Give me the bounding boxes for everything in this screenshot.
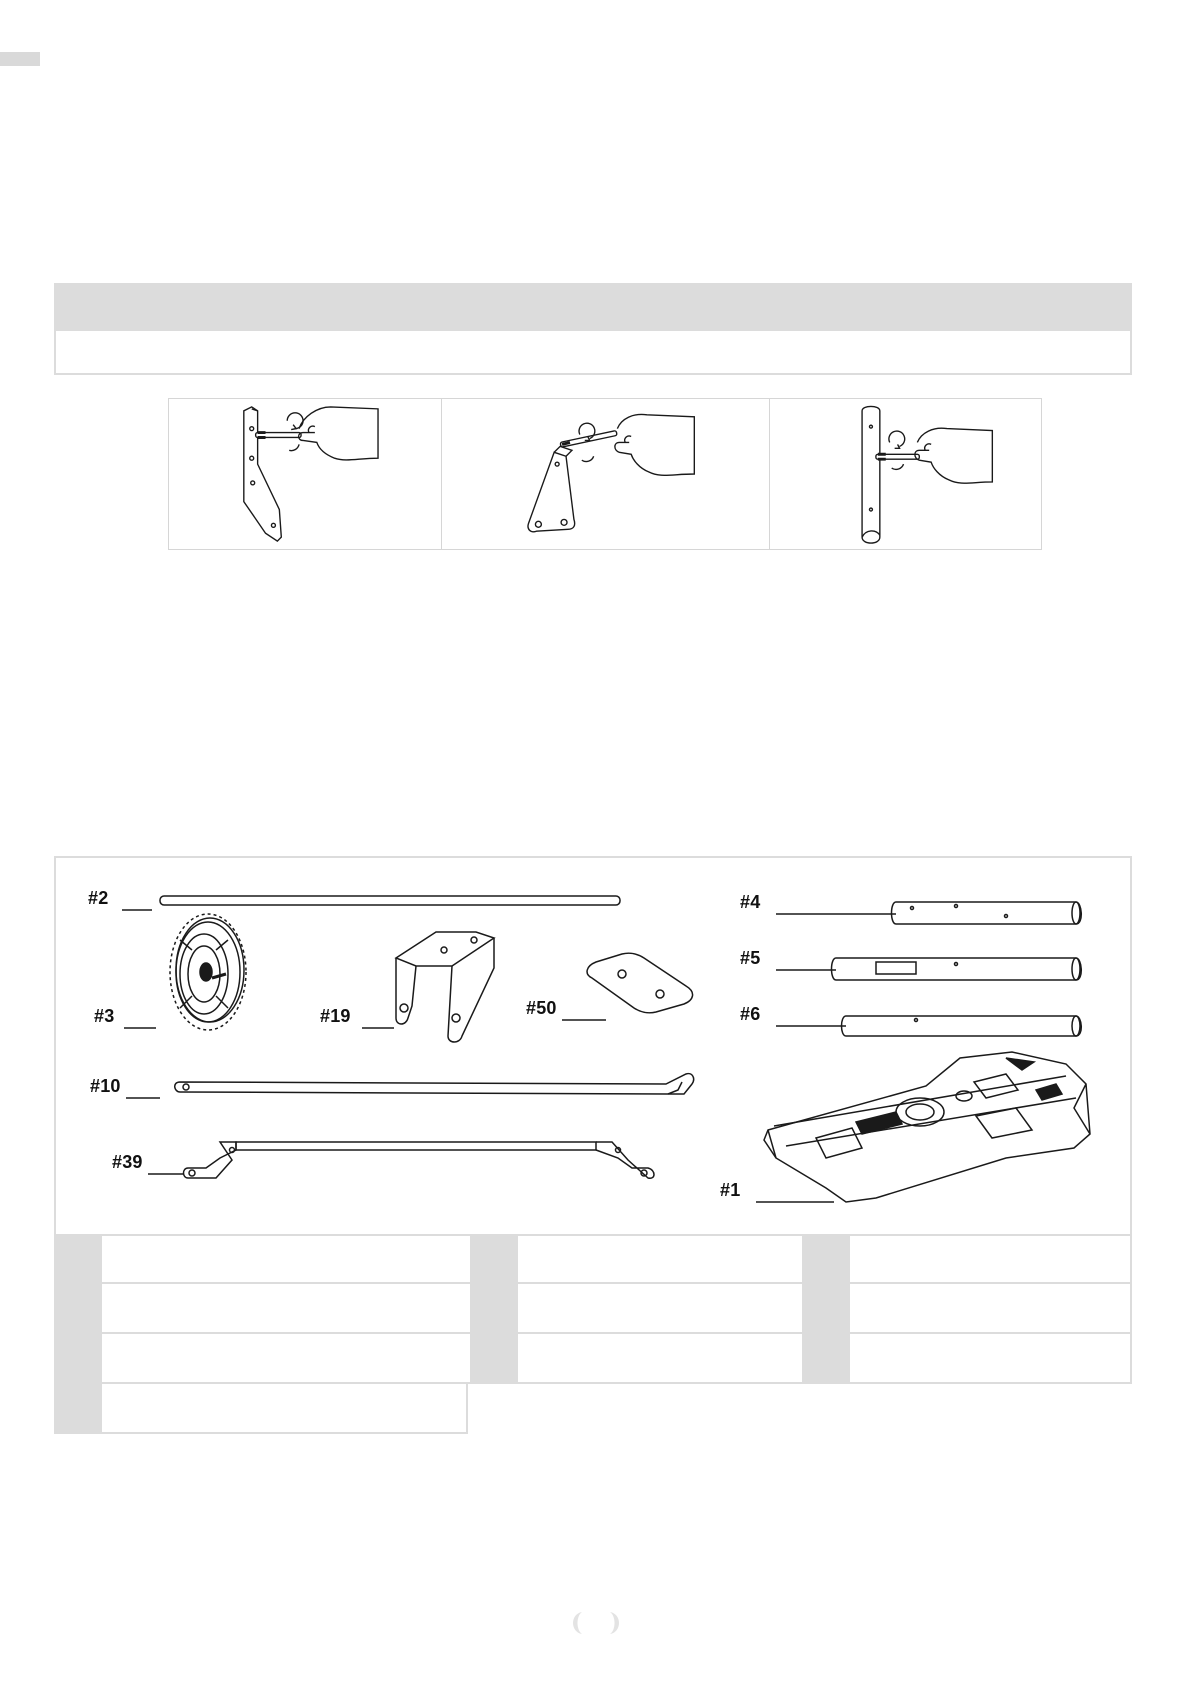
part-label-19: #19 (320, 1006, 351, 1026)
chevron-left-icon[interactable] (573, 1612, 582, 1634)
table-row (54, 1384, 468, 1434)
part-label-50: #50 (526, 998, 557, 1018)
plate-part (587, 953, 693, 1013)
table-cell (470, 1236, 802, 1282)
assembly-steps-panel (168, 398, 1042, 550)
part-label-2: #2 (88, 888, 109, 908)
table-cell (470, 1284, 802, 1332)
part-name-cell (518, 1236, 802, 1282)
part-name-cell (102, 1334, 470, 1382)
table-cell (56, 1334, 470, 1382)
step-3-illustration (769, 399, 1040, 549)
table-cell (470, 1334, 802, 1382)
table-row (54, 1234, 1132, 1284)
parts-list-table (54, 1234, 1132, 1434)
table-row (54, 1334, 1132, 1384)
part-number-cell (804, 1334, 850, 1382)
bar-part (184, 1142, 655, 1178)
part-label-10: #10 (90, 1076, 121, 1096)
part-label-39: #39 (112, 1152, 143, 1172)
table-cell (56, 1284, 470, 1332)
page-corner-tab (0, 52, 40, 66)
parts-illustration-panel (54, 856, 1132, 1236)
strut-part (175, 1074, 694, 1094)
wheel-part (170, 914, 246, 1030)
table-row (54, 1284, 1132, 1334)
part-name-cell (102, 1384, 466, 1432)
note-body (56, 331, 1130, 375)
part-label-1: #1 (720, 1180, 741, 1200)
part-name-cell (850, 1284, 1130, 1332)
hand-screwing-bolt-into-plate-icon (169, 399, 441, 549)
part-number-cell (472, 1284, 518, 1332)
step-2-illustration (441, 399, 769, 549)
bracket-part (396, 932, 494, 1042)
part-number-cell (56, 1284, 102, 1332)
base-part (764, 1052, 1090, 1202)
part-name-cell (102, 1236, 470, 1282)
table-cell (56, 1236, 470, 1282)
part-name-cell (518, 1334, 802, 1382)
part-number-cell (56, 1334, 102, 1382)
table-cell (802, 1236, 1130, 1282)
part-number-cell (472, 1334, 518, 1382)
part-name-cell (850, 1334, 1130, 1382)
part-number-cell (56, 1384, 102, 1432)
part-label-3: #3 (94, 1006, 115, 1026)
part-name-cell (850, 1236, 1130, 1282)
tube-4-part (892, 902, 1082, 924)
parts-drawing (56, 858, 1134, 1238)
part-label-4: #4 (740, 892, 761, 912)
part-number-cell (804, 1284, 850, 1332)
part-number-cell (804, 1236, 850, 1282)
tube-5-part (832, 958, 1082, 980)
part-name-cell (102, 1284, 470, 1332)
part-label-5: #5 (740, 948, 761, 968)
page-navigation (556, 1608, 636, 1638)
part-label-6: #6 (740, 1004, 761, 1024)
chevron-right-icon[interactable] (610, 1612, 619, 1634)
part-number-cell (56, 1236, 102, 1282)
table-cell (802, 1334, 1130, 1382)
part-number-cell (472, 1236, 518, 1282)
hand-screwing-bolt-into-tube-icon (770, 399, 1040, 549)
note-box (54, 283, 1132, 375)
hand-screwing-bolt-into-bracket-icon (442, 399, 769, 549)
step-1-illustration (169, 399, 441, 549)
part-name-cell (518, 1284, 802, 1332)
table-cell (56, 1384, 466, 1432)
table-cell (802, 1284, 1130, 1332)
note-header (56, 285, 1130, 331)
tube-6-part (842, 1016, 1082, 1036)
